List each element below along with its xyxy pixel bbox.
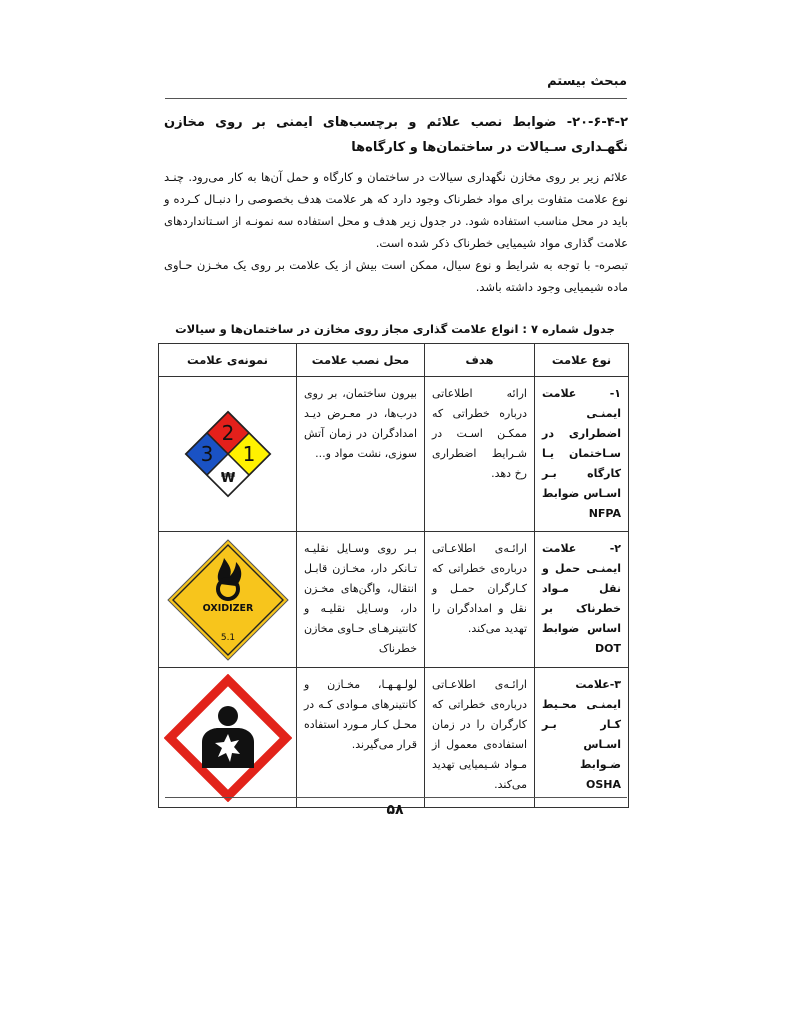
section-body: [164, 110, 628, 298]
purpose-cell: ارائـه‌ی اطلاعـاتی درباره‌ی خطراتی که کارگران را در زمان استفاده‌ی معمول از مـواد شـیمیایی تهدید می‌کند.: [425, 668, 535, 808]
header-location: محل نصب علامت: [297, 344, 425, 377]
sample-cell: [159, 668, 297, 808]
ghs-health-hazard-icon: [164, 674, 292, 802]
nfpa-special-symbol: ₩: [220, 471, 235, 486]
type-cell: ۱- علامت ایمنـی اضطراری در سـاختمان یـا کارگاه بـر اسـاس ضوابط NFPA: [535, 377, 629, 532]
table-row: [159, 532, 629, 668]
type-cell: ۲- علامت ایمنـی حمل و نقل مـواد خطرناک بر اساس ضوابط DOT: [535, 532, 629, 668]
header-divider: [165, 98, 627, 99]
sign-types-table: [158, 343, 629, 808]
location-cell: بیرون ساختمان، بر روی درب‌ها، در معـرض دیـد امدادگران در زمان آتش سوزی، نشت مواد و...: [297, 377, 425, 532]
oxidizer-label: OXIDIZER: [202, 602, 253, 614]
table-row: [159, 377, 629, 532]
nfpa-instability-number: 1: [242, 442, 255, 466]
nfpa-flammability-number: 3: [200, 442, 213, 466]
note-paragraph: تبصره- با توجه به شرایط و نوع سیال، ممکن است بیش از یک علامت بر روی یک مخـزن حـاوی ماده شیمیایی وجود داشته باشد.: [164, 258, 628, 294]
header-type: نوع علامت: [535, 344, 629, 377]
header-purpose: هدف: [425, 344, 535, 377]
location-cell: لولـهـهـا، مخـازن و کانتینرهای مـوادی کـه در محـل کـار مـورد استفاده قرار می‌گیرند.: [297, 668, 425, 808]
nfpa-diamond-icon: [168, 401, 288, 507]
table-caption: جدول شماره ۷ : انواع علامت گذاری مجاز روی مخازن در ساختمان‌ها و سیالات: [175, 322, 615, 336]
header-sample: نمونه‌ی علامت: [159, 344, 297, 377]
sample-cell: [159, 377, 297, 532]
chapter-header: مبحث بیستم: [547, 74, 627, 89]
footer-divider: [165, 797, 627, 798]
purpose-cell: ارائه اطلاعاتی درباره خطراتی که ممکـن اسـت در شـرایط اضطراری رخ دهد.: [425, 377, 535, 532]
section-title: ۲۰-۶-۴-۲- ضوابط نصب علائم و برچسب‌های ایمنی بر روی مخازن نگهـداری سـیالات در ساختمان‌ها و کارگاه‌ها: [164, 115, 628, 155]
page-number: ۵۸: [386, 802, 404, 818]
sample-cell: [159, 532, 297, 668]
nfpa-health-number: 2: [221, 421, 234, 445]
table-header-row: [159, 344, 629, 377]
location-cell: بـر روی وسـایل نقلیـه تـانکر دار، مخـازن قابـل انتقال، واگن‌های مخـزن دار، وسـایل نقلیـه و کانتینرهـای حـاوی مخازن خطرناک: [297, 532, 425, 668]
paragraph: علائم زیر بر روی مخازن نگهداری سیالات در ساختمان و کارگاه و حمل آن‌ها به کار می‌رود. چنـد نوع علامت متفاوت برای مواد خطرناک وجود دارد که هر علامت هدف بخصوصی را دنبـال کـرده و باید در محل مناسب استفاده شود. در جدول زیر هدف و محل استفاده سه نمونـه از اسـتانداردهای علامت گذاری مواد شیمیایی خطرناک ذکر شده است.: [164, 170, 628, 250]
oxidizer-placard-icon: [164, 536, 292, 664]
type-cell: ۳-علامت ایمنـی محـیط کـار بـر اسـاس ضـوابط OSHA: [535, 668, 629, 808]
hazard-class-number: 5.1: [220, 632, 235, 643]
purpose-cell: ارائـه‌ی اطلاعـاتی درباره‌ی خطراتی که کـارگران حمـل و نقل و امدادگران را تهدید می‌کند.: [425, 532, 535, 668]
table-row: [159, 668, 629, 808]
